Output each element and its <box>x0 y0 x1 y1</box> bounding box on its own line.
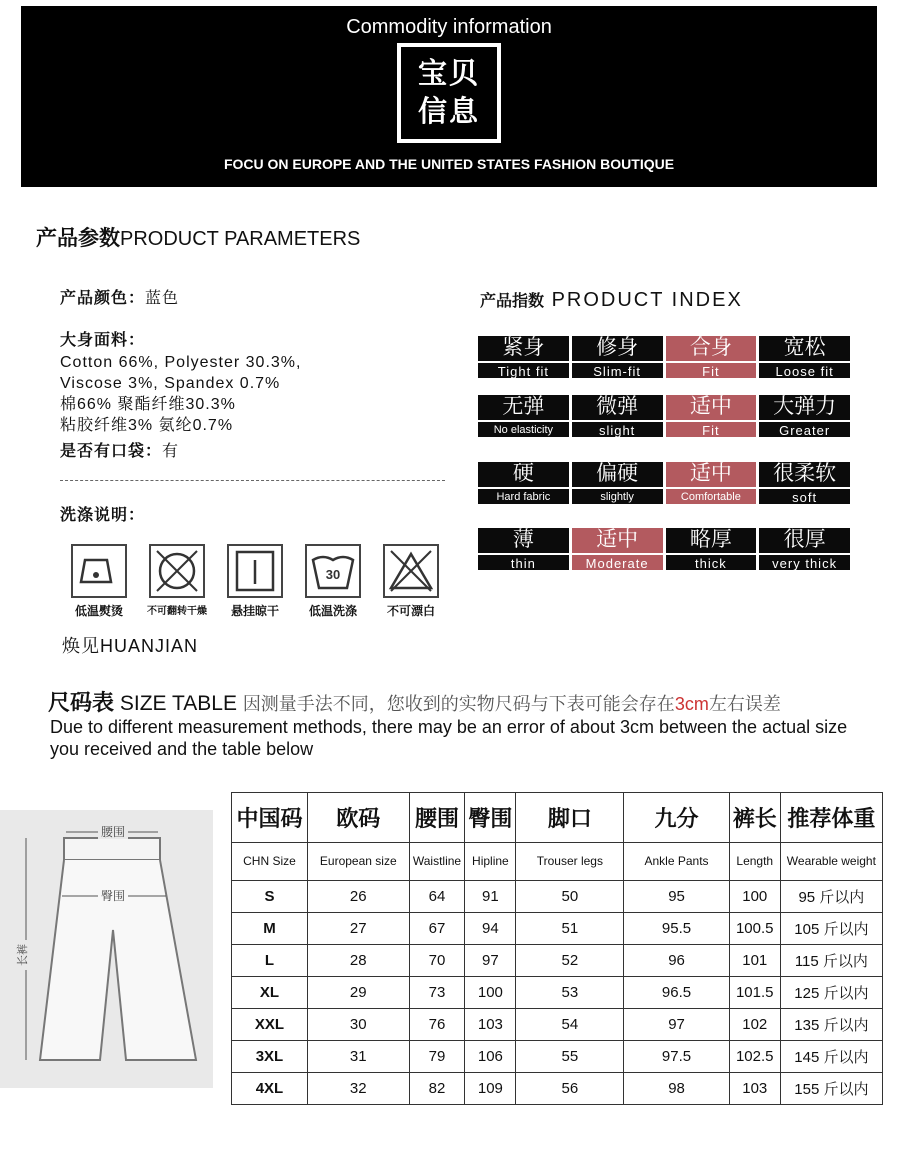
table-cell: 82 <box>409 1073 465 1105</box>
fabric-line: 棉66% 聚酯纤维30.3% <box>60 396 236 413</box>
table-cell: CHN Size <box>232 843 308 881</box>
size-note: 因测量手法不同，您收到的实物尺码与下表可能会存在3cm左右误差 <box>242 694 781 714</box>
index-label-en: thick <box>666 553 757 570</box>
index-label-en: very thick <box>759 553 850 570</box>
index-label-zh: 很厚 <box>783 528 826 551</box>
index-cell <box>759 395 850 437</box>
table-cell: Hipline <box>465 843 516 881</box>
pocket-value: 有 <box>162 443 180 460</box>
table-cell: 4XL <box>232 1073 308 1105</box>
fabric-line: 粘胶纤维3% 氨纶0.7% <box>60 417 234 434</box>
banner-tagline: FOCU ON EUROPE AND THE UNITED STATES FASHION BOUTIQUE <box>223 156 675 172</box>
index-label-en: thin <box>478 553 569 570</box>
dashed-divider <box>60 480 445 481</box>
index-title-zh: 产品指数 <box>480 293 545 310</box>
index-cell <box>572 336 663 378</box>
params-heading <box>36 222 360 252</box>
index-label-en: slight <box>572 420 663 437</box>
index-label-zh: 薄 <box>512 528 534 551</box>
index-label-en: Greater <box>759 420 850 437</box>
banner-zh-line2: 信息 <box>417 96 480 128</box>
table-row <box>232 881 883 913</box>
index-row-elasticity <box>478 395 850 437</box>
table-cell: 102.5 <box>729 1041 780 1073</box>
table-cell: 100 <box>729 881 780 913</box>
index-label-en: Moderate <box>572 553 663 570</box>
wash-label: 低温洗涤 <box>308 604 357 618</box>
table-row <box>232 945 883 977</box>
table-cell: 裤长 <box>729 793 780 843</box>
index-label-zh: 紧身 <box>502 336 545 359</box>
table-cell: 97 <box>465 945 516 977</box>
table-cell: L <box>232 945 308 977</box>
table-cell: 105 斤以内 <box>780 913 882 945</box>
table-row <box>232 913 883 945</box>
color-value: 蓝色 <box>145 290 180 307</box>
waist-label: 腰围 <box>100 825 126 839</box>
table-cell: 73 <box>409 977 465 1009</box>
fabric-label: 大身面料： <box>60 332 146 349</box>
table-cell: 115 斤以内 <box>780 945 882 977</box>
no-tumble-dry-icon <box>149 544 205 598</box>
table-cell: XL <box>232 977 308 1009</box>
commodity-banner <box>21 6 877 187</box>
table-cell: 95 <box>624 881 729 913</box>
table-cell: 28 <box>307 945 409 977</box>
size-header-zh <box>232 793 883 843</box>
banner-en-title: Commodity information <box>346 16 552 38</box>
index-cell <box>478 528 569 570</box>
index-row-softness <box>478 462 850 504</box>
index-label-zh: 大弹力 <box>773 395 837 418</box>
index-cell <box>759 462 850 504</box>
table-cell: 96.5 <box>624 977 729 1009</box>
size-description: Due to different measurement methods, there may be an error of about 3cm between the actual size you received and the table below <box>50 717 848 759</box>
size-note-red: 3cm <box>674 694 709 714</box>
size-table <box>231 792 883 1105</box>
table-cell: 67 <box>409 913 465 945</box>
table-cell: 95.5 <box>624 913 729 945</box>
pocket-spec <box>60 441 179 462</box>
table-cell: European size <box>307 843 409 881</box>
index-label-zh: 很柔软 <box>773 462 837 485</box>
table-cell: 56 <box>516 1073 624 1105</box>
index-label-zh: 适中 <box>689 395 732 418</box>
wash-item <box>60 544 138 619</box>
index-label-en: No elasticity <box>478 420 569 437</box>
table-cell: 106 <box>465 1041 516 1073</box>
wash-item <box>216 544 294 619</box>
table-cell: M <box>232 913 308 945</box>
wash-item <box>372 544 450 619</box>
table-cell: Trouser legs <box>516 843 624 881</box>
index-cell <box>478 462 569 504</box>
table-cell: Wearable weight <box>780 843 882 881</box>
index-label-zh: 宽松 <box>783 336 826 359</box>
index-label-en: Hard fabric <box>478 487 569 504</box>
wash-label: 低温熨烫 <box>74 604 123 618</box>
table-cell: 臀围 <box>465 793 516 843</box>
table-cell: 125 斤以内 <box>780 977 882 1009</box>
table-cell: 30 <box>307 1009 409 1041</box>
size-title-en: SIZE TABLE <box>119 692 237 715</box>
table-cell: 50 <box>516 881 624 913</box>
index-label-en: soft <box>759 487 850 504</box>
no-bleach-icon <box>383 544 439 598</box>
table-cell: 29 <box>307 977 409 1009</box>
table-cell: 32 <box>307 1073 409 1105</box>
wash-30-icon <box>305 544 361 598</box>
index-label-en: Loose fit <box>759 361 850 378</box>
index-cell <box>478 395 569 437</box>
index-cell <box>666 528 757 570</box>
index-title-en: PRODUCT INDEX <box>551 289 743 311</box>
table-cell: 79 <box>409 1041 465 1073</box>
table-cell: Length <box>729 843 780 881</box>
table-cell: 145 斤以内 <box>780 1041 882 1073</box>
table-cell: 100 <box>465 977 516 1009</box>
index-heading <box>480 288 743 312</box>
table-cell: XXL <box>232 1009 308 1041</box>
index-cell <box>759 528 850 570</box>
table-cell: 54 <box>516 1009 624 1041</box>
table-cell: 95 斤以内 <box>780 881 882 913</box>
index-label-en: Tight fit <box>478 361 569 378</box>
table-cell: 3XL <box>232 1041 308 1073</box>
index-label-zh: 硬 <box>512 462 534 485</box>
table-cell: 27 <box>307 913 409 945</box>
index-label-zh: 略厚 <box>689 528 732 551</box>
table-cell: 101 <box>729 945 780 977</box>
table-cell: 103 <box>729 1073 780 1105</box>
index-cell <box>759 336 850 378</box>
size-heading <box>48 686 781 717</box>
index-label-en: Fit <box>666 361 757 378</box>
table-row <box>232 1009 883 1041</box>
length-label: 长裤 <box>16 944 29 966</box>
index-label-zh: 适中 <box>689 462 732 485</box>
index-label-zh: 偏硬 <box>596 462 639 485</box>
fabric-line: Viscose 3%, Spandex 0.7% <box>60 375 281 392</box>
index-label-zh: 微弹 <box>596 395 639 418</box>
index-cell <box>572 395 663 437</box>
table-cell: 94 <box>465 913 516 945</box>
table-cell: 102 <box>729 1009 780 1041</box>
index-cell-active <box>666 395 757 437</box>
index-label-en: Slim-fit <box>572 361 663 378</box>
brand-name: 焕见HUANJIAN <box>62 636 199 656</box>
table-cell: 101.5 <box>729 977 780 1009</box>
table-cell: 155 斤以内 <box>780 1073 882 1105</box>
pants-measurement-diagram <box>0 810 213 1088</box>
table-cell: 欧码 <box>307 793 409 843</box>
banner-zh-box <box>397 43 501 143</box>
hip-label: 臀围 <box>100 889 126 903</box>
table-cell: 76 <box>409 1009 465 1041</box>
table-cell: S <box>232 881 308 913</box>
table-cell: 脚口 <box>516 793 624 843</box>
index-cell-active <box>666 336 757 378</box>
table-row <box>232 1073 883 1105</box>
pocket-label: 是否有口袋： <box>60 443 163 460</box>
index-cell <box>478 336 569 378</box>
table-cell: 52 <box>516 945 624 977</box>
index-row-thickness <box>478 528 850 570</box>
index-label-zh: 无弹 <box>502 395 545 418</box>
size-title-zh: 尺码表 <box>48 690 115 715</box>
wash-item <box>294 544 372 619</box>
table-row <box>232 977 883 1009</box>
table-cell: 70 <box>409 945 465 977</box>
index-cell-active <box>666 462 757 504</box>
index-cell-active <box>572 528 663 570</box>
params-title-en: PRODUCT PARAMETERS <box>120 228 361 250</box>
index-label-en: slightly <box>572 487 663 504</box>
wash-icons <box>60 544 450 619</box>
size-header-en <box>232 843 883 881</box>
index-label-zh: 合身 <box>689 336 732 359</box>
table-cell: 55 <box>516 1041 624 1073</box>
table-cell: 103 <box>465 1009 516 1041</box>
index-cell <box>572 462 663 504</box>
index-label-en: Fit <box>666 420 757 437</box>
table-cell: 91 <box>465 881 516 913</box>
table-cell: 135 斤以内 <box>780 1009 882 1041</box>
banner-zh-line1: 宝贝 <box>417 58 480 90</box>
table-cell: 腰围 <box>409 793 465 843</box>
wash-item <box>138 544 216 619</box>
table-cell: 109 <box>465 1073 516 1105</box>
table-cell: 97.5 <box>624 1041 729 1073</box>
index-label-zh: 适中 <box>596 528 639 551</box>
fabric-line: Cotton 66%, Polyester 30.3%, <box>60 354 302 371</box>
index-row-fit <box>478 336 850 378</box>
wash-temp: 30 <box>325 567 341 582</box>
table-cell: Waistline <box>409 843 465 881</box>
table-cell: 九分 <box>624 793 729 843</box>
wash-label: 不可漂白 <box>386 604 435 618</box>
table-cell: Ankle Pants <box>624 843 729 881</box>
params-title-zh: 产品参数 <box>36 227 120 250</box>
wash-label: 不可翻转干燥 <box>147 606 207 617</box>
table-cell: 53 <box>516 977 624 1009</box>
table-cell: 64 <box>409 881 465 913</box>
table-cell: 推荐体重 <box>780 793 882 843</box>
index-label-en: Comfortable <box>666 487 757 504</box>
wash-title: 洗涤说明： <box>60 507 146 524</box>
fabric-spec <box>60 330 301 436</box>
iron-low-icon <box>71 544 127 598</box>
index-label-zh: 修身 <box>596 336 639 359</box>
wash-label: 悬挂晾干 <box>230 604 279 618</box>
hang-dry-icon <box>227 544 283 598</box>
color-spec <box>60 288 179 309</box>
table-cell: 中国码 <box>232 793 308 843</box>
table-cell: 97 <box>624 1009 729 1041</box>
table-cell: 100.5 <box>729 913 780 945</box>
table-cell: 96 <box>624 945 729 977</box>
table-cell: 26 <box>307 881 409 913</box>
table-row <box>232 1041 883 1073</box>
table-cell: 51 <box>516 913 624 945</box>
color-label: 产品颜色： <box>60 290 146 307</box>
table-cell: 31 <box>307 1041 409 1073</box>
table-cell: 98 <box>624 1073 729 1105</box>
